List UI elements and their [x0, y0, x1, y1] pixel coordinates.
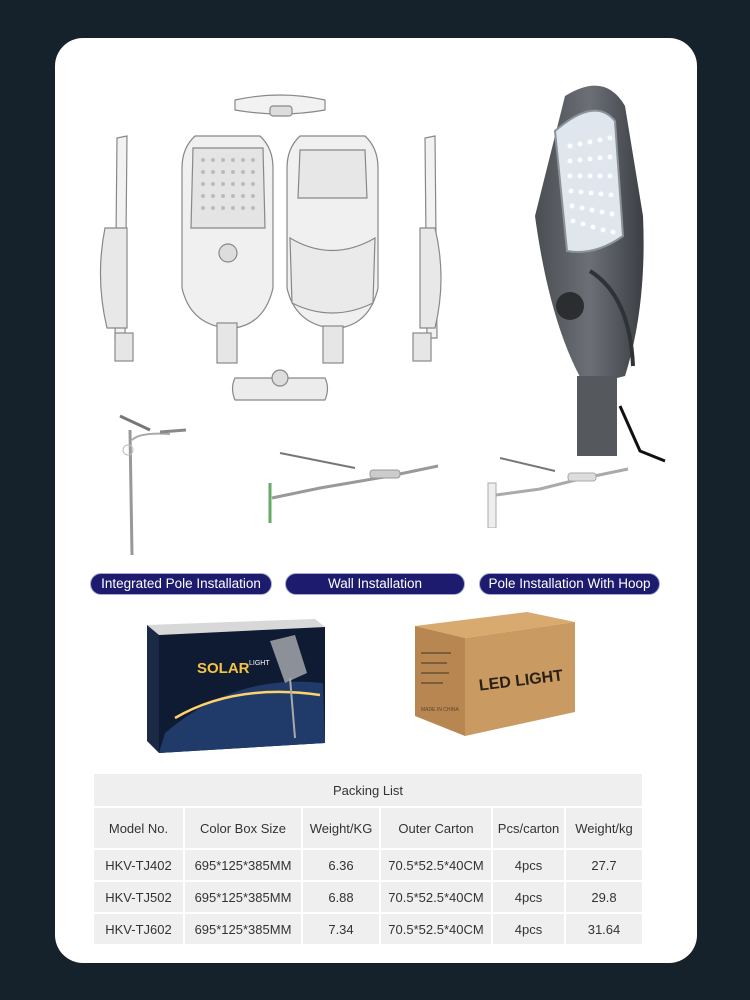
cell-weight: 6.36 [302, 849, 380, 881]
cell-pcs: 4pcs [492, 881, 565, 913]
packing-list-header-row [93, 807, 643, 849]
wall-installation-diagram [260, 448, 450, 528]
carton-label: LED LIGHT [478, 667, 564, 695]
color-box-brand: SOLAR [197, 660, 250, 677]
header-outer-carton: Outer Carton [380, 807, 492, 849]
integrated-pole-diagram [110, 410, 200, 560]
integrated-pole-installation-label: Integrated Pole Installation [90, 573, 272, 595]
product-card [55, 38, 697, 963]
color-box-sub: LIGHT [249, 660, 270, 667]
cell-color-box-size: 695*125*385MM [184, 881, 302, 913]
left-side-view-drawing [100, 136, 133, 361]
cell-color-box-size: 695*125*385MM [184, 849, 302, 881]
cell-carton-weight: 27.7 [565, 849, 643, 881]
bottom-view-drawing [233, 370, 328, 400]
cell-model: HKV-TJ402 [93, 849, 184, 881]
table-row [93, 913, 643, 945]
header-pcs-carton: Pcs/carton [492, 807, 565, 849]
cell-model: HKV-TJ502 [93, 881, 184, 913]
right-side-view-drawing [413, 136, 441, 361]
back-view-drawing [287, 136, 378, 363]
technical-drawings [95, 88, 455, 418]
header-model-no: Model No. [93, 807, 184, 849]
cell-color-box-size: 695*125*385MM [184, 913, 302, 945]
table-row [93, 881, 643, 913]
packing-list-title: Packing List [93, 773, 643, 807]
front-view-drawing [182, 136, 273, 363]
top-view-drawing [235, 95, 325, 116]
packing-list-table [92, 772, 642, 944]
cell-carton-weight: 31.64 [565, 913, 643, 945]
cell-pcs: 4pcs [492, 849, 565, 881]
street-light-photo [515, 76, 685, 472]
wall-installation-label: Wall Installation [285, 573, 465, 595]
header-color-box-size: Color Box Size [184, 807, 302, 849]
cell-weight: 7.34 [302, 913, 380, 945]
cell-pcs: 4pcs [492, 913, 565, 945]
cell-outer-carton: 70.5*52.5*40CM [380, 913, 492, 945]
cell-weight: 6.88 [302, 881, 380, 913]
cell-carton-weight: 29.8 [565, 881, 643, 913]
cell-outer-carton: 70.5*52.5*40CM [380, 881, 492, 913]
color-box-package [145, 613, 335, 763]
header-carton-weight: Weight/kg [565, 807, 643, 849]
outer-carton-package [407, 608, 582, 738]
hoop-installation-diagram [480, 453, 635, 528]
carton-made-in: MADE IN CHINA [421, 707, 459, 713]
hoop-installation-label: Pole Installation With Hoop [479, 573, 660, 595]
cell-model: HKV-TJ602 [93, 913, 184, 945]
cell-outer-carton: 70.5*52.5*40CM [380, 849, 492, 881]
header-weight-kg: Weight/KG [302, 807, 380, 849]
table-row [93, 849, 643, 881]
